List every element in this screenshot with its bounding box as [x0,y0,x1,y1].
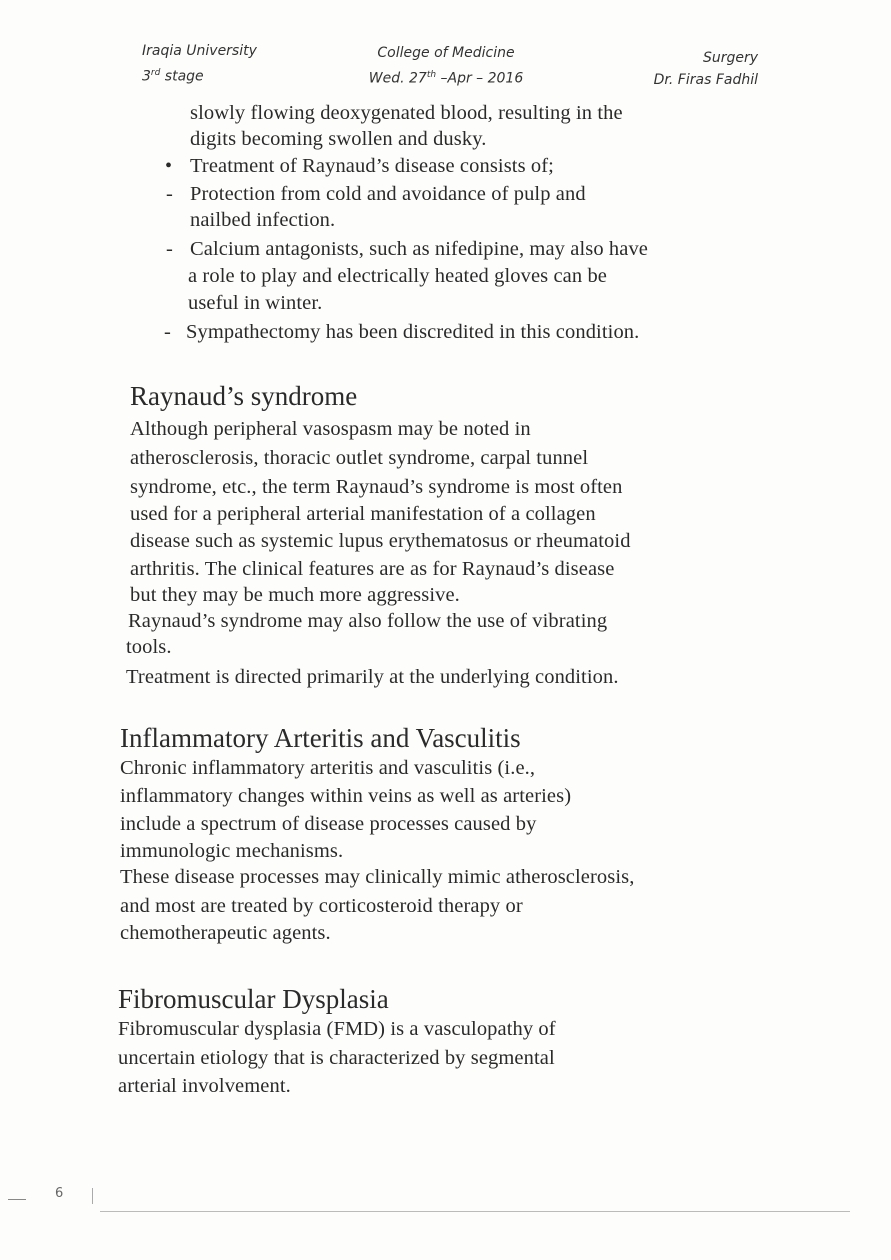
paragraph-line: Raynaud’s syndrome may also follow the use of vibrating [128,610,608,632]
paragraph-line: These disease processes may clinically mimic atherosclerosis, [120,866,635,888]
intro-line: digits becoming swollen and dusky. [190,128,487,150]
paragraph-line: immunologic mechanisms. [120,840,344,862]
university-name: Iraqia University [142,43,257,59]
list-item-line: Calcium antagonists, such as nifedipine, may also have [190,238,649,260]
section-heading: Raynaud’s syndrome [130,381,358,411]
bullet-dot-icon: • [165,155,173,177]
footer-tick [8,1199,26,1200]
section-heading: Fibromuscular Dysplasia [118,984,389,1014]
paragraph-line: Chronic inflammatory arteritis and vasculitis (i.e., [120,757,536,779]
list-item-line: a role to play and electrically heated gloves can be [188,265,607,287]
paragraph-line: arterial involvement. [118,1075,291,1097]
page-number: 6 [55,1186,64,1201]
paragraph-line: include a spectrum of disease processes caused by [120,813,537,835]
subject-name: Surgery [702,50,758,66]
paragraph-line: disease such as systemic lupus erythematosus or rheumatoid [130,530,631,552]
header-center [360,42,532,90]
section-heading: Inflammatory Arteritis and Vasculitis [120,723,521,753]
footer-rule [100,1211,850,1212]
paragraph-line: Although peripheral vasospasm may be noted in [130,418,531,440]
lecture-date: Wed. 27th –Apr – 2016 [368,70,524,87]
paragraph-line: used for a peripheral arterial manifestation of a collagen [130,503,596,525]
paragraph-line: and most are treated by corticosteroid therapy or [120,895,523,917]
bullet-text: Treatment of Raynaud’s disease consists of; [190,155,554,177]
header-left [142,40,257,88]
list-item-line: Sympathectomy has been discredited in this condition. [186,321,640,343]
footer-divider [92,1188,93,1204]
list-item-line: Protection from cold and avoidance of pulp and [190,183,586,205]
header-right [645,47,758,91]
paragraph-line: atherosclerosis, thoracic outlet syndrome, carpal tunnel [130,447,589,469]
list-item-line: useful in winter. [188,292,323,314]
paragraph-line: Treatment is directed primarily at the underlying condition. [126,666,619,688]
college-name: College of Medicine [377,45,515,61]
doctor-name: Dr. Firas Fadhil [653,72,758,88]
intro-line: slowly flowing deoxygenated blood, resulting in the [190,102,623,124]
paragraph-line: Fibromuscular dysplasia (FMD) is a vasculopathy of [118,1018,556,1040]
paragraph-line: arthritis. The clinical features are as for Raynaud’s disease [130,558,615,580]
stage-label: 3rd stage [142,68,204,85]
paragraph-line: syndrome, etc., the term Raynaud’s syndrome is most often [130,476,623,498]
paragraph-line: tools. [126,636,172,658]
list-item-line: nailbed infection. [190,209,336,231]
dash-marker: - [166,238,173,260]
paragraph-line: but they may be much more aggressive. [130,584,460,606]
paragraph-line: chemotherapeutic agents. [120,922,331,944]
dash-marker: - [164,321,171,343]
paragraph-line: inflammatory changes within veins as well as arteries) [120,785,572,807]
dash-marker: - [166,183,173,205]
paragraph-line: uncertain etiology that is characterized by segmental [118,1047,555,1069]
